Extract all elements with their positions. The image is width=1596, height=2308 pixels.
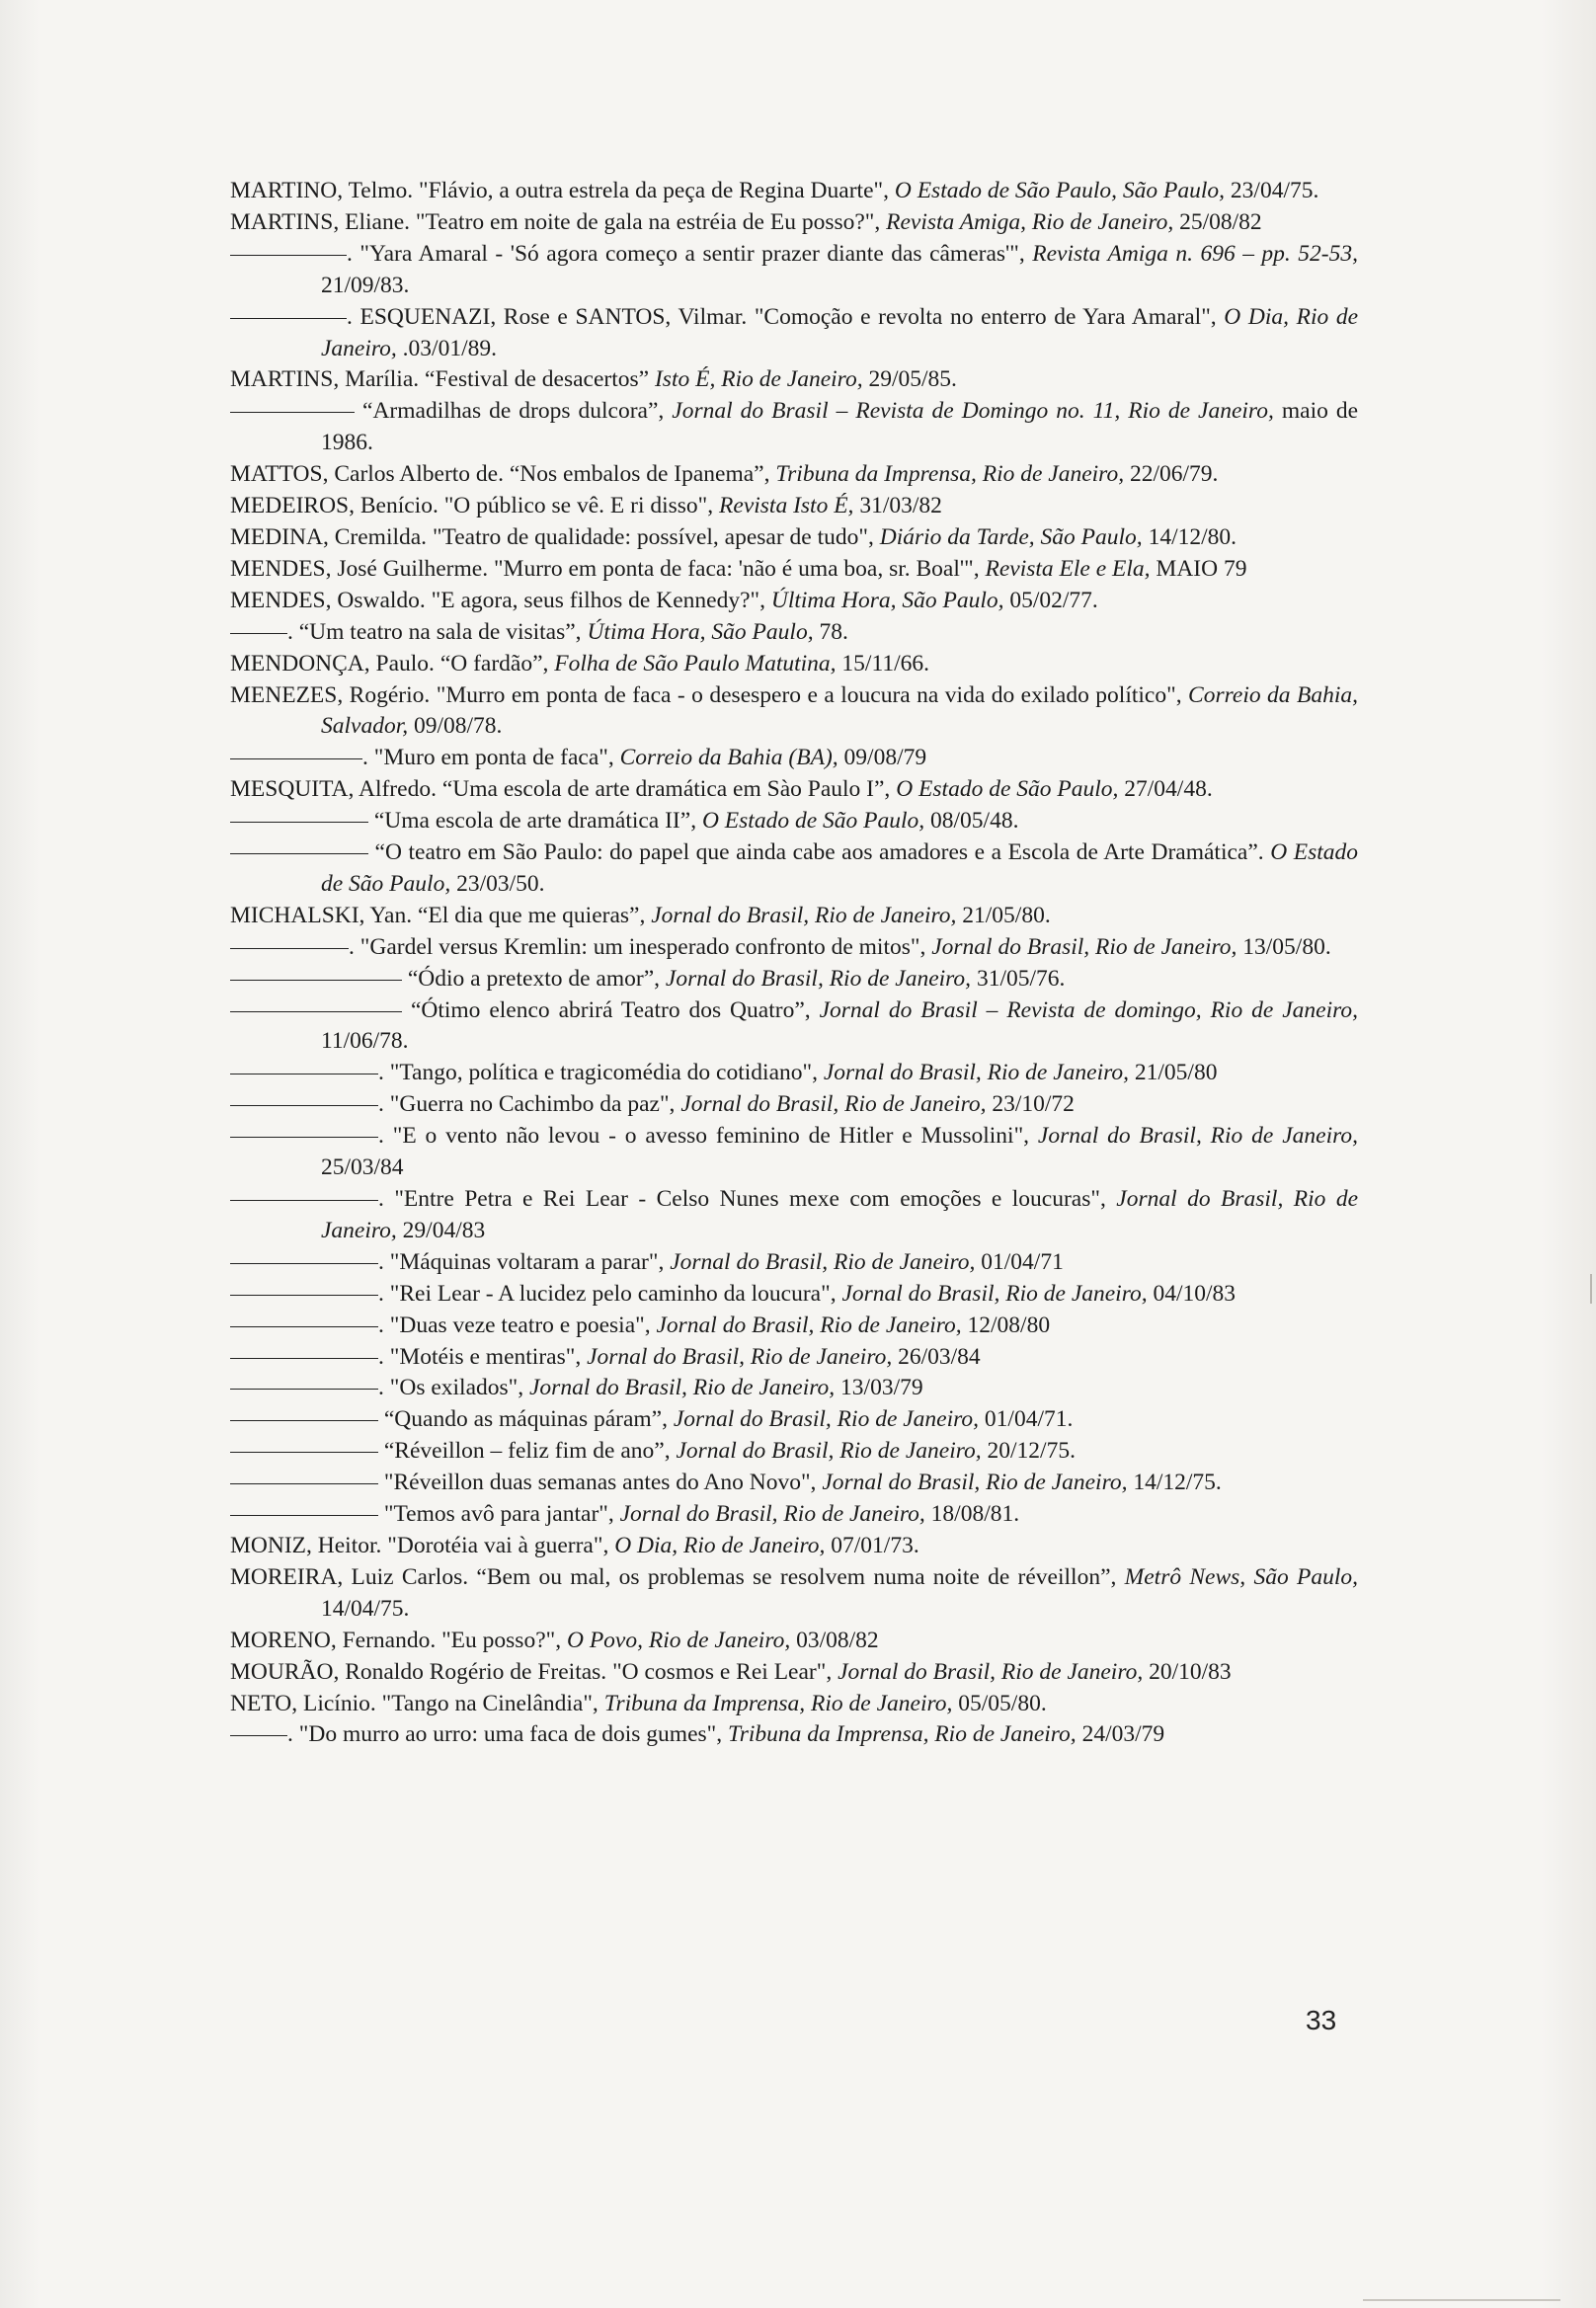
entry-date: 18/08/81. bbox=[930, 1501, 1020, 1528]
entry-author: MEDINA, Cremilda. bbox=[230, 523, 428, 550]
entry-author: . bbox=[378, 1312, 384, 1338]
bibliography-entry bbox=[230, 1089, 1358, 1121]
bibliography-entry bbox=[230, 1531, 1358, 1562]
entry-author: . bbox=[378, 1123, 384, 1150]
bibliography-entry bbox=[230, 491, 1358, 522]
bibliography-entry bbox=[230, 207, 1358, 239]
entry-date: 11/06/78. bbox=[321, 1028, 409, 1055]
entry-title: "Máquinas voltaram a parar", bbox=[389, 1248, 665, 1275]
bibliography-entry bbox=[230, 1689, 1358, 1720]
bibliography-entry bbox=[230, 964, 1358, 995]
entry-source: O Dia, Rio de Janeiro, bbox=[614, 1532, 826, 1558]
entry-author: . bbox=[378, 1060, 384, 1086]
entry-author: . bbox=[378, 1091, 384, 1118]
entry-title: “Réveillon – feliz fim de ano”, bbox=[383, 1438, 671, 1465]
entry-author: MATTOS, Carlos Alberto de. bbox=[230, 461, 504, 488]
entry-title: "Os exilados", bbox=[389, 1375, 524, 1401]
entry-source: Jornal do Brasil, Rio de Janeiro, bbox=[673, 1406, 980, 1433]
entry-title: "Guerra no Cachimbo da paz", bbox=[389, 1091, 676, 1118]
bibliography-entry bbox=[230, 995, 1358, 1059]
entry-date: 14/12/80. bbox=[1148, 523, 1237, 550]
entry-source: Jornal do Brasil, Rio de Janeiro, bbox=[838, 1658, 1144, 1685]
entry-date: 21/05/80 bbox=[1134, 1060, 1218, 1086]
entry-title: “Bem ou mal, os problemas se resolvem numa noite de réveillon”, bbox=[476, 1563, 1117, 1590]
entry-source: Jornal do Brasil, Rio de Janeiro, bbox=[822, 1470, 1128, 1496]
entry-date: 03/08/82 bbox=[796, 1627, 879, 1653]
entry-date: 04/10/83 bbox=[1153, 1280, 1237, 1307]
entry-title: "Entre Petra e Rei Lear - Celso Nunes mexe com emoções e loucuras", bbox=[394, 1186, 1106, 1212]
entry-date: 21/09/83. bbox=[321, 272, 410, 298]
entry-date: 08/05/48. bbox=[930, 808, 1019, 835]
entry-date: 20/12/75. bbox=[987, 1438, 1076, 1465]
bibliography-entry bbox=[230, 837, 1358, 901]
entry-title: "Flávio, a outra estrela da peça de Regina Duarte", bbox=[419, 178, 889, 203]
entry-author: MENEZES, Rogério. bbox=[230, 681, 431, 708]
entry-source: Jornal do Brasil, Rio de Janeiro, bbox=[665, 965, 972, 992]
entry-author: MOURÃO, Ronaldo Rogério de Freitas. bbox=[230, 1658, 607, 1685]
scan-bottom-line bbox=[1363, 2299, 1560, 2301]
ditto-line bbox=[230, 1483, 378, 1484]
entry-source: Jornal do Brasil, Rio de Janeiro, bbox=[931, 933, 1237, 960]
bibliography-entry bbox=[230, 617, 1358, 649]
entry-title: “Quando as máquinas páram”, bbox=[383, 1406, 668, 1433]
bibliography-entry bbox=[230, 1279, 1358, 1311]
entry-author: . bbox=[349, 933, 355, 960]
entry-date: 22/06/79. bbox=[1129, 461, 1219, 488]
entry-date: 29/04/83 bbox=[402, 1217, 486, 1243]
entry-author: MEDEIROS, Benício. bbox=[230, 493, 439, 519]
entry-title: "E agora, seus filhos de Kennedy?", bbox=[431, 587, 765, 613]
entry-author: MICHALSKI, Yan. bbox=[230, 902, 413, 928]
entry-title: “Um teatro na sala de visitas”, bbox=[298, 618, 582, 645]
entry-source: Última Hora, São Paulo, bbox=[770, 587, 1004, 613]
entry-title: "Rei Lear - A lucidez pelo caminho da loucura", bbox=[389, 1280, 837, 1307]
entry-author: . bbox=[378, 1186, 384, 1212]
entry-title: "Tango na Cinelândia", bbox=[381, 1690, 598, 1716]
entry-date: 09/08/79 bbox=[843, 745, 927, 771]
entry-title: "Teatro em noite de gala na estréia de Eu posso?", bbox=[415, 208, 881, 235]
entry-source: O Estado de São Paulo, bbox=[701, 808, 925, 835]
ditto-line bbox=[230, 1389, 378, 1390]
entry-title: “O fardão”, bbox=[439, 650, 549, 676]
bibliography-entry bbox=[230, 806, 1358, 837]
entry-date: 07/01/73. bbox=[831, 1532, 919, 1558]
entry-source: Jornal do Brasil, Rio de Janeiro, bbox=[680, 1091, 987, 1118]
entry-source: O Dia, Rio de Janeiro, bbox=[321, 303, 1359, 361]
bibliography-entry bbox=[230, 1436, 1358, 1468]
bibliography-entry bbox=[230, 364, 1358, 396]
ditto-line bbox=[230, 1452, 378, 1453]
entry-author: MARTINS, Eliane. bbox=[230, 208, 410, 235]
bibliography-entry bbox=[230, 302, 1358, 365]
entry-source: Jornal do Brasil – Revista de Domingo no. 11, Rio de Janeiro, bbox=[672, 398, 1274, 425]
entry-date: 14/12/75. bbox=[1133, 1470, 1222, 1496]
ditto-line bbox=[230, 1515, 378, 1516]
bibliography-entry bbox=[230, 1121, 1358, 1184]
entry-title: "Temos avô para jantar", bbox=[383, 1501, 614, 1528]
entry-date: 25/08/82 bbox=[1179, 208, 1262, 235]
bibliography-entry bbox=[230, 1373, 1358, 1404]
entry-date: 23/04/75. bbox=[1230, 178, 1319, 203]
entry-author: MENDES, José Guilherme. bbox=[230, 555, 489, 582]
entry-source: O Povo, Rio de Janeiro, bbox=[566, 1627, 791, 1653]
entry-author: MORENO, Fernando. bbox=[230, 1627, 437, 1653]
entry-title: “Festival de desacertos” bbox=[425, 366, 650, 393]
entry-source: Jornal do Brasil, Rio de Janeiro, bbox=[676, 1438, 982, 1465]
entry-title: "Yara Amaral - 'Só agora começo a sentir prazer diante das câmeras'", bbox=[359, 240, 1025, 267]
entry-source: O Estado de São Paulo, São Paulo, bbox=[894, 178, 1226, 203]
ditto-line bbox=[230, 948, 349, 949]
entry-source: Revista Isto É, bbox=[719, 493, 854, 519]
entry-source: Metrô News, São Paulo, bbox=[1124, 1563, 1359, 1590]
entry-title: "Teatro de qualidade: possível, apesar de tudo", bbox=[432, 523, 874, 550]
entry-source: Jornal do Brasil – Revista de domingo, Rio de Janeiro, bbox=[819, 996, 1359, 1023]
bibliography-entry bbox=[230, 932, 1358, 964]
entry-title: "Duas veze teatro e poesia", bbox=[389, 1312, 651, 1338]
entry-source: Jornal do Brasil, Rio de Janeiro, bbox=[587, 1343, 893, 1370]
bibliography-list bbox=[230, 176, 1358, 1751]
bibliography-entry bbox=[230, 1184, 1358, 1247]
entry-title: "Dorotéia vai à guerra", bbox=[387, 1532, 609, 1558]
entry-source: Correio da Bahia (BA), bbox=[619, 745, 838, 771]
bibliography-entry bbox=[230, 1626, 1358, 1657]
entry-author: MARTINS, Marília. bbox=[230, 366, 420, 393]
entry-author: NETO, Licínio. bbox=[230, 1690, 376, 1716]
bibliography-entry bbox=[230, 239, 1358, 302]
entry-author: . bbox=[347, 240, 353, 267]
entry-author: . ESQUENAZI, Rose e SANTOS, Vilmar. bbox=[347, 303, 748, 330]
entry-title: “Armadilhas de drops dulcora”, bbox=[362, 398, 665, 425]
ditto-line bbox=[230, 853, 368, 854]
ditto-line bbox=[230, 1200, 378, 1201]
entry-date: 05/05/80. bbox=[958, 1690, 1047, 1716]
entry-title: “Ódio a pretexto de amor”, bbox=[407, 965, 661, 992]
entry-date: maio de 1986. bbox=[321, 398, 1359, 456]
entry-author: MENDES, Oswaldo. bbox=[230, 587, 426, 613]
entry-date: 01/04/71 bbox=[981, 1248, 1064, 1275]
entry-source: Tribuna da Imprensa, Rio de Janeiro, bbox=[603, 1690, 953, 1716]
entry-source: O Estado de São Paulo, bbox=[321, 839, 1358, 897]
entry-source: O Estado de São Paulo, bbox=[896, 776, 1119, 803]
entry-date: 24/03/79 bbox=[1081, 1721, 1165, 1748]
entry-date: 05/02/77. bbox=[1009, 587, 1098, 613]
bibliography-entry bbox=[230, 1247, 1358, 1279]
entry-source: Útima Hora, São Paulo, bbox=[587, 618, 814, 645]
entry-source: Jornal do Brasil, Rio de Janeiro, bbox=[656, 1312, 962, 1338]
entry-title: "Murro em ponta de faca - o desespero e a loucura na vida do exilado político", bbox=[436, 681, 1182, 708]
entry-date: 13/03/79 bbox=[840, 1375, 923, 1401]
ditto-line bbox=[230, 633, 287, 634]
entry-source: Revista Amiga, Rio de Janeiro, bbox=[886, 208, 1174, 235]
ditto-line bbox=[230, 822, 368, 823]
entry-date: 21/05/80. bbox=[962, 902, 1051, 928]
bibliography-entry bbox=[230, 774, 1358, 806]
entry-date: 78. bbox=[819, 618, 848, 645]
entry-author: . bbox=[287, 618, 293, 645]
ditto-line bbox=[230, 980, 402, 981]
entry-author: . bbox=[378, 1343, 384, 1370]
entry-title: "Comoção e revolta no enterro de Yara Amaral", bbox=[754, 303, 1217, 330]
entry-source: Jornal do Brasil, Rio de Janeiro, bbox=[321, 1186, 1359, 1243]
entry-source: Jornal do Brasil, Rio de Janeiro, bbox=[529, 1375, 836, 1401]
ditto-line bbox=[230, 1358, 378, 1359]
bibliography-entry bbox=[230, 649, 1358, 680]
entry-source: Jornal do Brasil, Rio de Janeiro, bbox=[651, 902, 957, 928]
entry-title: "Gardel versus Kremlin: um inesperado confronto de mitos", bbox=[359, 933, 926, 960]
bibliography-entry bbox=[230, 1404, 1358, 1436]
entry-date: 26/03/84 bbox=[898, 1343, 981, 1370]
entry-title: "Eu posso?", bbox=[441, 1627, 562, 1653]
entry-source: Folha de São Paulo Matutina, bbox=[554, 650, 837, 676]
entry-author: . bbox=[378, 1280, 384, 1307]
entry-date: 15/11/66. bbox=[841, 650, 929, 676]
ditto-line bbox=[230, 758, 362, 759]
entry-title: "O cosmos e Rei Lear", bbox=[612, 1658, 833, 1685]
scan-edge-mark bbox=[1580, 1274, 1592, 1304]
bibliography-entry bbox=[230, 1058, 1358, 1089]
page-number: 33 bbox=[1306, 2005, 1337, 2035]
bibliography-entry bbox=[230, 1499, 1358, 1531]
entry-source: Diário da Tarde, São Paulo, bbox=[879, 523, 1143, 550]
entry-title: “Uma escola de arte dramática II”, bbox=[373, 808, 697, 835]
entry-author: MONIZ, Heitor. bbox=[230, 1532, 382, 1558]
entry-source: Revista Ele e Ela, bbox=[985, 555, 1151, 582]
entry-source: Revista Amiga n. 696 – pp. 52-53, bbox=[1032, 240, 1359, 267]
entry-title: “Ótimo elenco abrirá Teatro dos Quatro”, bbox=[410, 996, 811, 1023]
entry-author: . bbox=[287, 1721, 293, 1748]
entry-date: 20/10/83 bbox=[1149, 1658, 1232, 1685]
bibliography-entry bbox=[230, 459, 1358, 491]
entry-date: 23/10/72 bbox=[992, 1091, 1075, 1118]
ditto-line bbox=[230, 1263, 378, 1264]
entry-source: Jornal do Brasil, Rio de Janeiro, bbox=[823, 1060, 1130, 1086]
entry-date: MAIO 79 bbox=[1156, 555, 1247, 582]
entry-source: Tribuna da Imprensa, Rio de Janeiro, bbox=[727, 1721, 1077, 1748]
bibliography-entry bbox=[230, 743, 1358, 774]
ditto-line bbox=[230, 1295, 378, 1296]
bibliography-entry bbox=[230, 522, 1358, 554]
entry-author: MOREIRA, Luiz Carlos. bbox=[230, 1563, 469, 1590]
entry-date: 27/04/48. bbox=[1124, 776, 1213, 803]
ditto-line bbox=[230, 1420, 378, 1421]
bibliography-entry bbox=[230, 176, 1358, 207]
ditto-line bbox=[230, 318, 347, 319]
entry-date: 25/03/84 bbox=[321, 1154, 404, 1181]
bibliography-entry bbox=[230, 1311, 1358, 1342]
entry-title: "Réveillon duas semanas antes do Ano Novo", bbox=[383, 1470, 817, 1496]
bibliography-entry bbox=[230, 901, 1358, 932]
entry-date: 13/05/80. bbox=[1242, 933, 1331, 960]
bibliography-entry bbox=[230, 554, 1358, 586]
entry-source: Tribuna da Imprensa, Rio de Janeiro, bbox=[775, 461, 1125, 488]
entry-date: 29/05/85. bbox=[868, 366, 957, 393]
bibliography-entry bbox=[230, 1342, 1358, 1374]
entry-title: “Uma escola de arte dramática em Sào Paulo I”, bbox=[441, 776, 891, 803]
entry-author: MARTINO, Telmo. bbox=[230, 178, 414, 203]
entry-title: “Nos embalos de Ipanema”, bbox=[509, 461, 770, 488]
entry-source: Jornal do Brasil, Rio de Janeiro, bbox=[619, 1501, 925, 1528]
entry-source: Correio da Bahia, Salvador, bbox=[321, 681, 1359, 740]
entry-source: Jornal do Brasil, Rio de Janeiro, bbox=[1037, 1123, 1358, 1150]
entry-author: . bbox=[378, 1248, 384, 1275]
bibliography-entry bbox=[230, 680, 1358, 744]
bibliography-entry bbox=[230, 1657, 1358, 1689]
entry-date: 31/05/76. bbox=[976, 965, 1066, 992]
entry-title: “O teatro em São Paulo: do papel que ainda cabe aos amadores e a Escola de Arte Dramática”. bbox=[374, 839, 1264, 866]
entry-title: "Do murro ao urro: uma faca de dois gumes", bbox=[298, 1721, 723, 1748]
bibliography-entry bbox=[230, 586, 1358, 617]
entry-source: Jornal do Brasil, Rio de Janeiro, bbox=[670, 1248, 976, 1275]
bibliography-entry bbox=[230, 1468, 1358, 1499]
entry-title: "O público se vê. E ri disso", bbox=[443, 493, 714, 519]
entry-source: Isto É, Rio de Janeiro, bbox=[654, 366, 863, 393]
entry-title: "Murro em ponta de faca: 'não é uma boa, sr. Boal'", bbox=[493, 555, 980, 582]
entry-author: MENDONÇA, Paulo. bbox=[230, 650, 435, 676]
bibliography-entry bbox=[230, 1719, 1358, 1751]
ditto-line bbox=[230, 1011, 402, 1012]
ditto-line bbox=[230, 255, 347, 256]
ditto-line bbox=[230, 1735, 287, 1736]
ditto-line bbox=[230, 1137, 378, 1138]
entry-author: . bbox=[378, 1375, 384, 1401]
entry-date: 12/08/80 bbox=[967, 1312, 1051, 1338]
entry-date: 14/04/75. bbox=[321, 1595, 410, 1622]
entry-date: .03/01/89. bbox=[402, 335, 497, 361]
entry-title: "Muro em ponta de faca", bbox=[373, 745, 614, 771]
entry-author: . bbox=[362, 745, 368, 771]
ditto-line bbox=[230, 412, 355, 413]
entry-date: 01/04/71. bbox=[984, 1406, 1074, 1433]
entry-date: 31/03/82 bbox=[859, 493, 942, 519]
entry-title: "E o vento não levou - o avesso feminino de Hitler e Mussolini", bbox=[392, 1123, 1030, 1150]
bibliography-entry bbox=[230, 1562, 1358, 1626]
ditto-line bbox=[230, 1326, 378, 1327]
entry-author: MESQUITA, Alfredo. bbox=[230, 776, 437, 803]
ditto-line bbox=[230, 1105, 378, 1106]
entry-date: 23/03/50. bbox=[456, 870, 545, 897]
entry-date: 09/08/78. bbox=[414, 713, 503, 740]
entry-source: Jornal do Brasil, Rio de Janeiro, bbox=[841, 1280, 1148, 1307]
entry-title: "Tango, política e tragicomédia do cotidiano", bbox=[389, 1060, 818, 1086]
entry-title: “El dia que me quieras”, bbox=[418, 902, 646, 928]
bibliography-entry bbox=[230, 396, 1358, 459]
entry-title: "Motéis e mentiras", bbox=[389, 1343, 582, 1370]
